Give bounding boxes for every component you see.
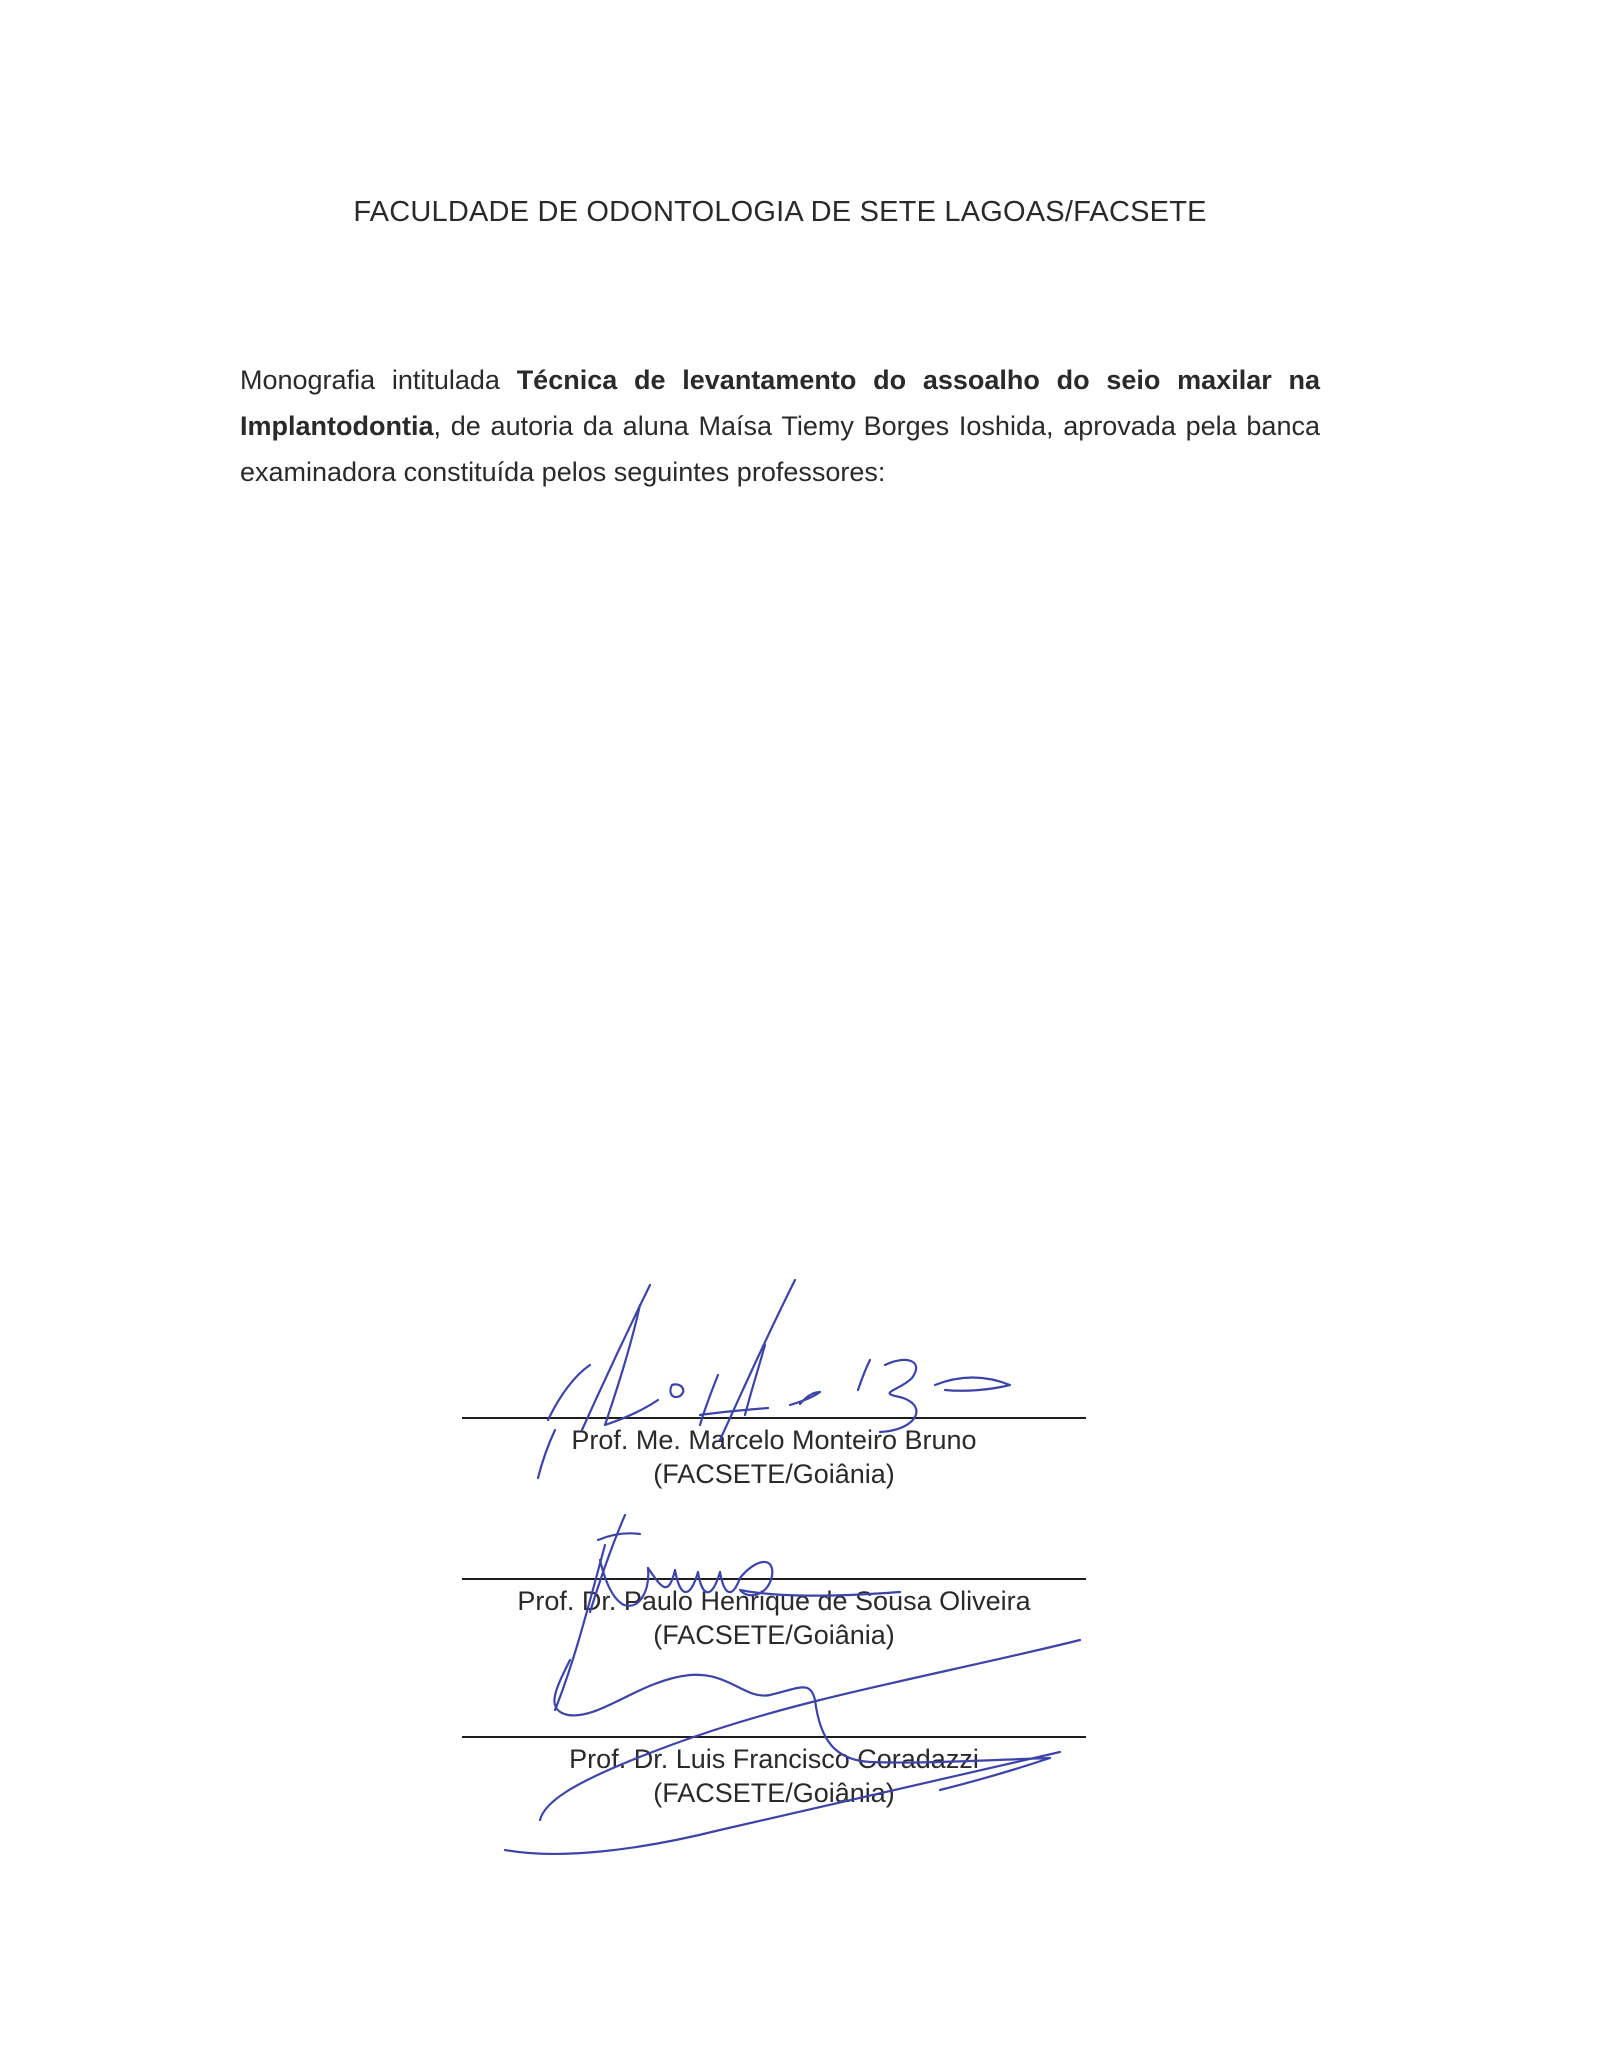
examiner-signature-block-1 [462, 1417, 1086, 1491]
examiner-name-1: Prof. Me. Marcelo Monteiro Bruno [571, 1425, 977, 1455]
examiner-signature-block-3 [462, 1736, 1086, 1810]
examiner-institution-3: (FACSETE/Goiânia) [653, 1778, 895, 1808]
statement-suffix: , de autoria da aluna Maísa Tiemy Borges Ioshida, aprovada pela banca examinadora constituída pelos seguintes professores: [240, 411, 1320, 487]
examiner-signature-block-2 [462, 1578, 1086, 1652]
approval-statement [240, 357, 1320, 495]
examiner-name-2: Prof. Dr. Paulo Henrique de Sousa Oliveira [517, 1586, 1031, 1616]
signature-line-2 [462, 1578, 1086, 1580]
statement-prefix: Monografia intitulada [240, 365, 517, 395]
examiner-institution-1: (FACSETE/Goiânia) [653, 1459, 895, 1489]
examiner-institution-2: (FACSETE/Goiânia) [653, 1620, 895, 1650]
signature-line-3 [462, 1736, 1086, 1738]
examiner-name-3: Prof. Dr. Luis Francisco Coradazzi [569, 1744, 979, 1774]
signature-line-1 [462, 1417, 1086, 1419]
monograph-title: Técnica de levantamento do assoalho do seio maxilar na Implantodontia [240, 365, 1320, 441]
institution-header: FACULDADE DE ODONTOLOGIA DE SETE LAGOAS/FACSETE [353, 196, 1207, 228]
